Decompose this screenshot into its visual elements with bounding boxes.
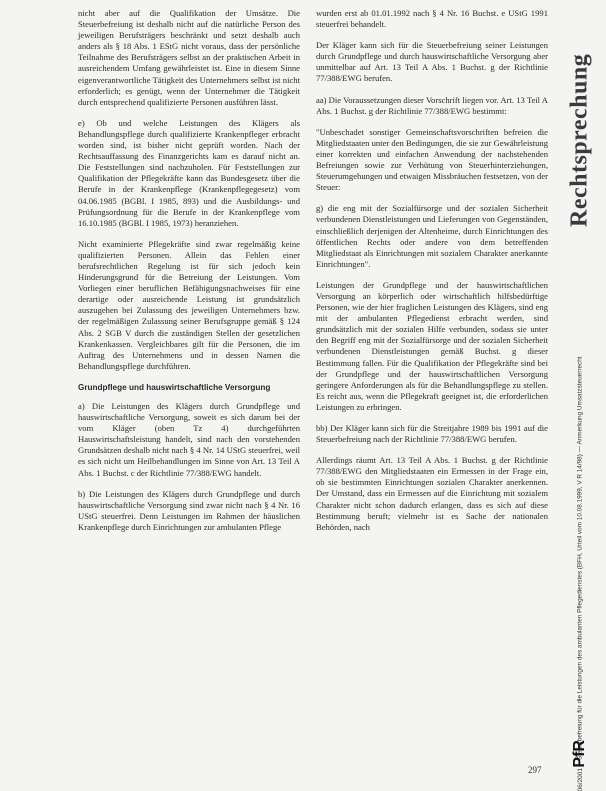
right-column <box>316 8 548 543</box>
citation-text: Steuerbefreiung für die Leistungen des ambulanten Pflegedienstes (BFH, Urteil vom 10.08.1999, V R 14/98) — Anmerkung Umsatzsteuerrecht <box>576 356 584 760</box>
section-heading: Grundpflege und hauswirtschaftliche Versorgung <box>78 382 271 392</box>
paragraph: b) Die Leistungen des Klägers durch Grundpflege und durch hauswirtschaftliche Versorgung sind zwar nicht nach § 4 Nr. 16 UStG steuerfrei. Denn Leistungen im Rahmen der häuslichen Krankenpflege durch Einrichtungen zur ambulanten Pflege <box>78 488 300 532</box>
paragraph: aa) Die Voraussetzungen dieser Vorschrift liegen vor. Art. 13 Teil A Abs. 1 Buchst. g der Richtlinie 77/388/EWG bestimmt: <box>316 94 548 116</box>
paragraph: wurden erst ab 01.01.1992 nach § 4 Nr. 16 Buchst. e UStG 1991 steuerfrei behandelt. <box>316 8 548 30</box>
journal-mark <box>564 740 596 791</box>
quotation: g) die eng mit der Sozialfürsorge und der sozialen Sicherheit verbundenen Dienstleistungen und Lieferungen von Gegenständen, einschließlich derjenigen der Altenheime, durch Einrichtungen des öffentlichen Rechts oder andere von dem betreffenden Mitgliedstaat als Einrichtungen mit sozialem Charakter anerkannte Einrichtungen". <box>316 203 548 269</box>
journal-logo: PfR <box>571 740 588 768</box>
paragraph: Nicht examinierte Pflegekräfte sind zwar regelmäßig keine qualifizierten Personen. Allein das Fehlen einer berufsrechtlichen Regelung ist für sich jedoch kein Hinderungsgrund für die Betreiung der Leistungen. Vom Vorliegen einer beruflichen Befähigungsnachweises für eine derartige oder ausreichende Leistung ist grundsätzlich auszugehen bei Zulassung des jeweiligen Unternehmers bzw. der regelmäßigen Zulassung seiner Berufsgruppe gemäß § 124 Abs. 2 SGB V durch die zuständigen Stellen der gesetzlichen Krankenkassen. Vergleichbares gilt für die Personen, die im Auftrag des Unternehmens und in dessen Namen die Behandlungspflege durchführen. <box>78 238 300 371</box>
paragraph: e) Ob und welche Leistungen des Klägers als Behandlungspflege durch qualifizierte Krankenpfleger erbracht worden sind, ist bisher nicht geprüft worden. Nach der Rechtsauffassung des Finanzgerichts kam es darauf nicht an. Die Feststellungen sind nachzuholen. Für Feststellungen zur Qualifikation der Pflegekräfte kann das Bundesgesetz über die Berufe in der Krankenpflege (Krankenpflegegesetz) vom 04.06.1985 (BGBl. I 1985, 893) und die Ausbildungs- und Prüfungsordnung für die Berufe in der Krankenpflege vom 16.10.1985 (BGBl. I 1985, 1973) heranziehen. <box>78 117 300 228</box>
paragraph: Der Kläger kann sich für die Steuerbefreiung seiner Leistungen durch Grundpflege und durch hauswirtschaftliche Versorgung aber unmittelbar auf Art. 13 Teil A Abs. 1 Buchst. g der Richtlinie 77/388/EWG berufen. <box>316 40 548 84</box>
sidebar <box>562 20 598 791</box>
paragraph: Allerdings räumt Art. 13 Teil A Abs. 1 Buchst. g der Richtlinie 77/388/EWG den Mitgliedstaaten ein Ermessen in der Frage ein, ob sie bestimmten Einrichtungen sozialen Charakter anerkennen. Der Umstand, dass ein Ermessen auf die Einrichtung mit sozialem Charakter nicht schon dadurch erlangen, dass es sich auf diese Bestimmung beruft; vielmehr ist es Sache der nationalen Behörden, nach <box>316 455 548 532</box>
paragraph: Leistungen der Grundpflege und der hauswirtschaftlichen Versorgung an körperlich oder wirtschaftlich hilfsbedürftige Personen, wie der hier fraglichen Leistungen des Klägers, sind eng mit der ambulanten Pflegedienst erbracht werden, sind grundsätzlich mit der sozialen Hilfe verbunden, sodass sie unter den Begriff eng mit der Sozialfürsorge und der sozialen Sicherheit verbundenen Dienstleistungen gemäß Buchst. g dieser Bestimmung fallen. Für die Qualifikation der Pflegekräfte sind bei der Grundpflege und der hauswirtschaftlichen Versorgung geringere Anforderungen als für die Behandlungspflege zu stellen. Es reicht aus, wenn die Pflegekraft geeignet ist, die erforderlichen Leistungen zu erbringen. <box>316 279 548 412</box>
section-title: Rechtsprechung <box>566 53 593 227</box>
journal-issue: 06/2001 <box>576 767 584 791</box>
citation-line <box>570 310 590 760</box>
page-number: 297 <box>528 765 542 775</box>
paragraph: nicht aber auf die Qualifikation der Umsätze. Die Steuerbefreiung ist deshalb nicht auf die natürliche Person des jeweiligen Berufsträgers beschränkt und setzt deshalb auch anders als § 18 Abs. 1 EStG nicht voraus, dass der persönliche Teilnahme des Berufsträgers selbst an der praktischen Arbeit in ausreichendem Umfang gewährleistet ist. Eine in diesem Sinne eigenverantwortliche Tätigkeit des Unternehmers selbst ist nicht erforderlich; es genügt, wenn der Unternehmer die Tätigkeit durch entsprechend qualifizierte Personen ausführen lässt. <box>78 8 300 107</box>
paragraph: a) Die Leistungen des Klägers durch Grundpflege und hauswirtschaftliche Versorgung, soweit es sich darum bei der vom Kläger (oben Tz 4) durchgeführten Hauswirtschaftsleistung handelt, sind nach den vorstehenden Grundsätzen deshalb nicht nach § 4 Nr. 14 UStG steuerfrei, weil es sich nicht um Heilbehandlungen im Sinne von Art. 13 Teil A Abs. 1 Buchst. c der Richtlinie 77/388/EWG handelt. <box>78 401 300 478</box>
paragraph: bb) Der Kläger kann sich für die Streitjahre 1989 bis 1991 auf die Steuerbefreiung nach der Richtlinie 77/388/EWG berufen. <box>316 423 548 445</box>
quotation: "Unbeschadet sonstiger Gemeinschaftsvorschriften befreien die Mitgliedstaaten unter den Bedingungen, die sie zur Gewährleistung einer korrekten und einfachen Anwendung der nachstehenden Befreiungen sowie zur Verhütung von Steuerhinterziehungen, Steuerumgehungen und etwaigen Missbräuchen festsetzen, von der Steuer: <box>316 126 548 193</box>
left-column <box>78 8 300 543</box>
